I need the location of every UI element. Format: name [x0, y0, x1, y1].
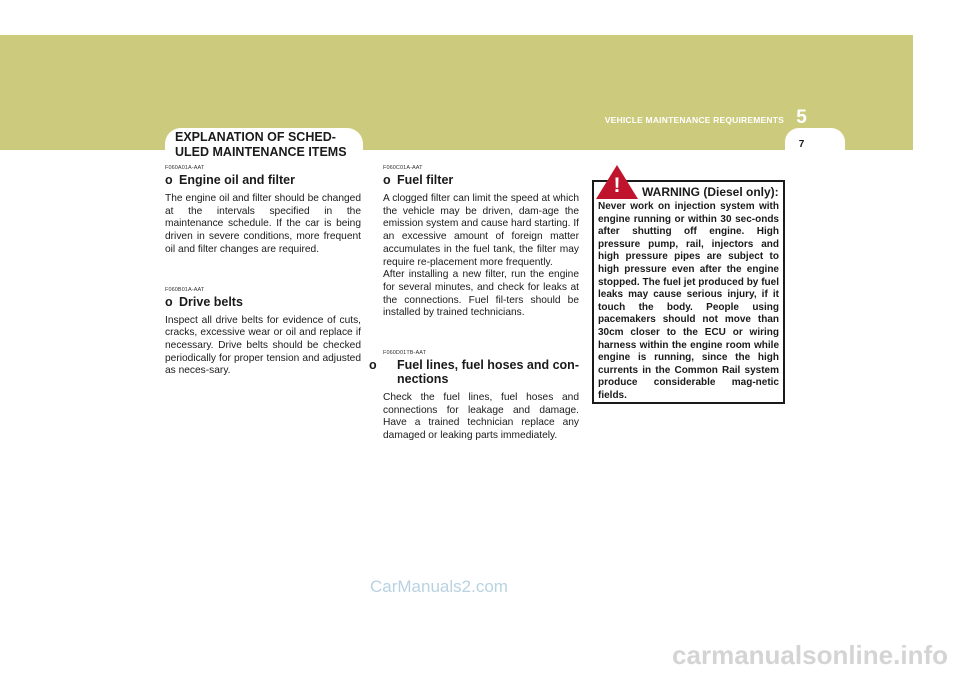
watermark-carmanualsonline: carmanualsonline.info: [672, 640, 948, 670]
item-fuel-filter: [383, 165, 579, 320]
item-heading: o Drive belts: [165, 294, 243, 309]
item-engine-oil: [165, 165, 361, 257]
item-drive-belts: [165, 287, 361, 379]
item-heading: o Fuel lines, fuel hoses and con-nections: [369, 358, 579, 387]
item-fuel-lines: [369, 350, 579, 443]
item-body: Inspect all drive belts for evidence of cuts, cracks, excessive wear or oil and replace if necessary. Drive belts should be checked periodically for proper tension and adjusted as neces-sary.: [165, 314, 361, 377]
item-heading: o Fuel filter: [383, 173, 454, 187]
chapter-number: 5: [796, 107, 807, 128]
section-title: EXPLANATION OF SCHED-ULED MAINTENANCE ITEMS: [175, 130, 347, 159]
warning-text: Never work on injection system with engine running or within 30 sec-onds after shutting off engine. High pressure pump, rail, injectors and high pressure pipes are subject to high pressure even after the engine stopped. The fuel jet produced by fuel leaks may cause serious injury, if it touch the body. People using pacemakers should not move than 30cm closer to the ECU or wiring harness within the engine room while engine is running, since the high currents in the Common Rail system produce considerable mag-netic fields.: [598, 201, 779, 401]
item-body: The engine oil and filter should be changed at the intervals specified in the maintenance schedule. If the car is being driven in severe conditions, more frequent oil and filter changes are required.: [165, 193, 361, 255]
item-code: F060A01A-AAT: [165, 165, 205, 171]
item-body: Check the fuel lines, fuel hoses and connections for leakage and damage. Have a trained technician replace any damaged or leaking parts immediately.: [383, 392, 579, 442]
header-band: [0, 35, 913, 150]
item-code: F060D01TB-AAT: [383, 350, 427, 357]
middle-column: [369, 165, 579, 443]
left-column: [165, 165, 361, 378]
watermark-carmanuals: CarManuals2.com: [370, 577, 508, 596]
item-code: F060B01A-AAT: [165, 286, 205, 293]
item-body-continued: After installing a new filter, run the engine for several minutes, and check for leaks at the connections. Fuel fil-ters should be installed by trained technicians.: [383, 269, 579, 319]
chapter-title: VEHICLE MAINTENANCE REQUIREMENTS: [604, 115, 784, 125]
item-body: A clogged filter can limit the speed at which the vehicle may be driven, dam-age the emission system and cause hard starting. If an excessive amount of foreign matter accumulates in the fuel tank, the filter may require re-placement more frequently.: [383, 193, 579, 268]
warning-title: WARNING (Diesel only):: [642, 185, 779, 199]
item-heading: o Engine oil and filter: [165, 173, 295, 187]
page-number: 7: [798, 139, 805, 150]
warning-triangle-icon: !: [596, 165, 638, 199]
item-code: F060C01A-AAT: [383, 165, 423, 171]
warning-box: [592, 180, 785, 404]
